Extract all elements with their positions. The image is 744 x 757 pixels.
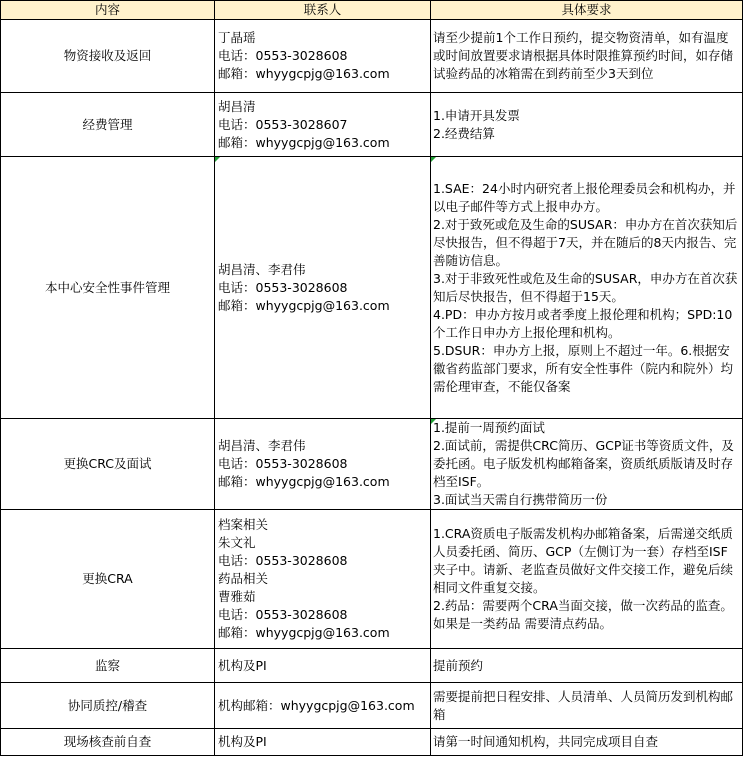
requirement-cell: 提前预约: [431, 649, 743, 683]
header-item: 内容: [1, 1, 215, 20]
item-cell: 本中心安全性事件管理: [1, 157, 215, 419]
requirement-cell: 1.申请开具发票 2.经费结算: [431, 93, 743, 157]
requirement-cell: 1.SAE：24小时内研究者上报伦理委员会和机构办，并以电子邮件等方式上报申办方。 2.对于致死或危及生命的SUSAR：申办方在首次获知后尽快报告，但不得超于7天，并在随后的8天内报告、完善随访信息。 3.对于非致死性或危及生命的SUSAR，申办方在首次获知后尽快报告，但不得超于15天。 4.PD：申办方按月或者季度上报伦理和机构；SPD:10个工作日申办方上报伦理和机构。 5.DSUR：申办方上报，原则上不超过一年。6.根据安徽省药监部门要求，所有安全性事件（院内和院外）均需伦理审查，不能仅备案: [431, 157, 743, 419]
table-row: [1, 157, 743, 419]
header-requirement: 具体要求: [431, 1, 743, 20]
contact-cell: 机构邮箱：whyygcpjg@163.com: [215, 683, 431, 729]
table-row: [1, 729, 743, 756]
item-cell: 经费管理: [1, 93, 215, 157]
table-row: [1, 683, 743, 729]
table-row: [1, 510, 743, 649]
table-row: [1, 649, 743, 683]
item-cell: 协同质控/稽查: [1, 683, 215, 729]
item-cell: 物资接收及返回: [1, 20, 215, 93]
contact-cell: 机构及PI: [215, 729, 431, 756]
contact-cell: 丁晶瑶 电话：0553-3028608 邮箱：whyygcpjg@163.com: [215, 20, 431, 93]
item-cell: 更换CRC及面试: [1, 419, 215, 510]
requirement-cell: 请至少提前1个工作日预约，提交物资清单，如有温度或时间放置要求请根据具体时限推算预约时间，如存储试验药品的冰箱需在到药前至少3天到位: [431, 20, 743, 93]
table-row: [1, 20, 743, 93]
item-cell: 监察: [1, 649, 215, 683]
table-row: [1, 419, 743, 510]
contact-cell: 胡昌清、李君伟 电话：0553-3028608 邮箱：whyygcpjg@163.com: [215, 419, 431, 510]
requirement-cell: 1.CRA资质电子版需发机构办邮箱备案，后需递交纸质人员委托函、简历、GCP（左侧订为一套）存档至ISF夹子中。请新、老监查员做好文件交接工作，避免后续相同文件重复交接。 2.药品：需要两个CRA当面交接，做一次药品的监查。如果是一类药品 需要清点药品。: [431, 510, 743, 649]
requirement-cell: 需要提前把日程安排、人员清单、人员简历发到机构邮箱: [431, 683, 743, 729]
table-row: [1, 93, 743, 157]
contact-cell: 机构及PI: [215, 649, 431, 683]
requirement-cell: 请第一时间通知机构，共同完成项目自查: [431, 729, 743, 756]
header-contact: 联系人: [215, 1, 431, 20]
item-cell: 更换CRA: [1, 510, 215, 649]
header-row: [1, 1, 743, 20]
contact-cell: 档案相关 朱文礼 电话：0553-3028608 药品相关 曹雅茹 电话：0553-3028608 邮箱：whyygcpjg@163.com: [215, 510, 431, 649]
contact-cell: 胡昌清 电话：0553-3028607 邮箱：whyygcpjg@163.com: [215, 93, 431, 157]
item-cell: 现场核查前自查: [1, 729, 215, 756]
requirement-cell: 1.提前一周预约面试 2.面试前，需提供CRC简历、GCP证书等资质文件，及委托函。电子版发机构邮箱备案，资质纸质版请及时存档至ISF。 3.面试当天需自行携带简历一份: [431, 419, 743, 510]
contact-cell: 胡昌清、李君伟 电话：0553-3028608 邮箱：whyygcpjg@163.com: [215, 157, 431, 419]
